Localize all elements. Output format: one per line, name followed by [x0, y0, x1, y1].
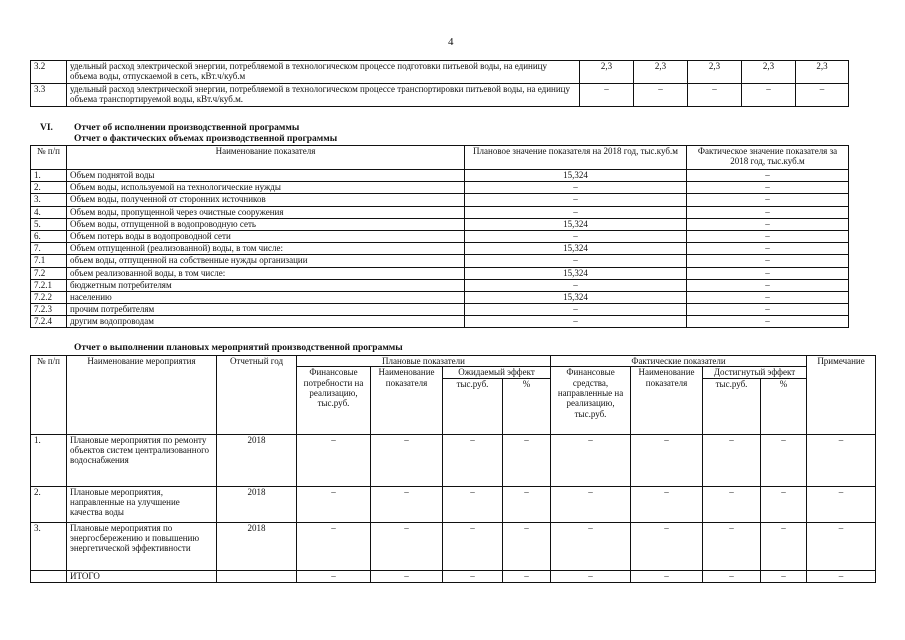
event-value: –	[631, 434, 703, 486]
row-number: 7.	[31, 243, 67, 255]
event-value: –	[761, 570, 807, 582]
event-value: –	[443, 570, 503, 582]
col-header-achieved-effect: Достигнутый эффект	[703, 367, 807, 378]
col-header-fact-pct: %	[761, 378, 807, 434]
table-row	[31, 206, 849, 218]
col-header-plan-value: Плановое значение показателя на 2018 год, тыс.куб.м	[465, 146, 687, 170]
section-title: Отчет об исполнении производственной программы	[74, 123, 300, 133]
plan-value: 15,324	[465, 291, 687, 303]
row-text: удельный расход электрической энергии, потребляемой в технологическом процессе подготовки питьевой воды, на единицу объема воды, отпускаемой в сеть, кВт.ч/куб.м	[67, 61, 580, 84]
table-row	[31, 230, 849, 242]
plan-value: –	[465, 206, 687, 218]
plan-value: –	[465, 316, 687, 328]
plan-value: –	[465, 194, 687, 206]
row-number: 1.	[31, 170, 67, 182]
col-header-plan-finance: Финансовые потребности на реализацию, тыс.руб.	[297, 367, 371, 434]
report-year: 2018	[217, 522, 297, 570]
table-row	[31, 267, 849, 279]
page-number: 4	[448, 36, 454, 48]
row-number: 3.3	[31, 84, 67, 107]
row-value: –	[634, 84, 688, 107]
col-header-note: Примечание	[807, 356, 876, 435]
indicator-name: Объем воды, пропущенной через очистные сооружения	[67, 206, 465, 218]
fact-value: –	[687, 316, 849, 328]
col-header-fact-group: Фактические показатели	[551, 356, 807, 367]
row-value: 2,3	[634, 61, 688, 84]
plan-value: –	[465, 230, 687, 242]
indicator-name: населению	[67, 291, 465, 303]
event-value: –	[807, 486, 876, 522]
col-header-fact-finance: Финансовые средства, направленные на реализацию, тыс.руб.	[551, 367, 631, 434]
row-number: 7.1	[31, 255, 67, 267]
plan-value: 15,324	[465, 267, 687, 279]
event-value: –	[297, 486, 371, 522]
plan-value: 15,324	[465, 243, 687, 255]
table-row	[31, 279, 849, 291]
event-value: –	[503, 486, 551, 522]
col-header-plan-pct: %	[503, 378, 551, 434]
row-value: –	[742, 84, 796, 107]
fact-value: –	[687, 304, 849, 316]
row-number: 7.2.3	[31, 304, 67, 316]
row-number: 6.	[31, 230, 67, 242]
row-value: –	[688, 84, 742, 107]
event-value: –	[703, 570, 761, 582]
table-row	[31, 291, 849, 303]
event-value: –	[631, 522, 703, 570]
fact-value: –	[687, 194, 849, 206]
table-row	[31, 304, 849, 316]
row-value: 2,3	[688, 61, 742, 84]
report-year: 2018	[217, 434, 297, 486]
row-value: 2,3	[742, 61, 796, 84]
energy-consumption-table	[30, 60, 849, 107]
fact-value: –	[687, 206, 849, 218]
event-value: –	[443, 486, 503, 522]
event-value: –	[631, 486, 703, 522]
col-header-event-name: Наименование мероприятия	[67, 356, 217, 435]
event-value: –	[443, 434, 503, 486]
event-value: –	[551, 570, 631, 582]
row-value: 2,3	[580, 61, 634, 84]
row-number: 7.2.1	[31, 279, 67, 291]
table-row	[31, 570, 876, 582]
row-number	[31, 570, 67, 582]
indicator-name: Объем отпущенной (реализованной) воды, в том числе:	[67, 243, 465, 255]
section-number: VI.	[40, 123, 53, 133]
fact-value: –	[687, 218, 849, 230]
plan-value: 15,324	[465, 170, 687, 182]
col-header-number: № п/п	[31, 146, 67, 170]
event-value: –	[807, 434, 876, 486]
fact-value: –	[687, 267, 849, 279]
event-value: –	[761, 486, 807, 522]
event-value: –	[443, 522, 503, 570]
row-number: 2.	[31, 182, 67, 194]
row-number: 2.	[31, 486, 67, 522]
event-value: –	[371, 434, 443, 486]
table-row	[31, 218, 849, 230]
report-year: 2018	[217, 486, 297, 522]
event-name: Плановые мероприятия по ремонту объектов систем централизованного водоснабжения	[67, 434, 217, 486]
col-header-year: Отчетный год	[217, 356, 297, 435]
table-row	[31, 170, 849, 182]
event-value: –	[371, 570, 443, 582]
col-header-number: № п/п	[31, 356, 67, 435]
indicator-name: прочим потребителям	[67, 304, 465, 316]
row-number: 7.2.2	[31, 291, 67, 303]
col-header-plan-group: Плановые показатели	[297, 356, 551, 367]
indicator-name: Объем потерь воды в водопроводной сети	[67, 230, 465, 242]
row-number: 5.	[31, 218, 67, 230]
table-row	[31, 255, 849, 267]
indicator-name: другим водопроводам	[67, 316, 465, 328]
fact-value: –	[687, 279, 849, 291]
row-number: 3.2	[31, 61, 67, 84]
fact-value: –	[687, 230, 849, 242]
event-value: –	[807, 570, 876, 582]
plan-value: –	[465, 255, 687, 267]
table-row	[31, 194, 849, 206]
event-value: –	[551, 486, 631, 522]
table-row	[31, 84, 849, 107]
row-value: –	[580, 84, 634, 107]
table-row	[31, 243, 849, 255]
indicator-name: Объем поднятой воды	[67, 170, 465, 182]
event-value: –	[297, 570, 371, 582]
col-header-fact-value: Фактическое значение показателя за 2018 год, тыс.куб.м	[687, 146, 849, 170]
plan-value: –	[465, 279, 687, 291]
section-heading	[40, 123, 299, 134]
fact-value: –	[687, 182, 849, 194]
indicator-name: объем воды, отпущенной на собственные нужды организации	[67, 255, 465, 267]
event-value: –	[551, 522, 631, 570]
event-name: Плановые мероприятия по энергосбережению и повышению энергетической эффективности	[67, 522, 217, 570]
row-number: 7.2	[31, 267, 67, 279]
event-name: Плановые мероприятия, направленные на улучшение качества воды	[67, 486, 217, 522]
col-header-plan-indicator: Наименование показателя	[371, 367, 443, 434]
table-row	[31, 182, 849, 194]
row-value: –	[796, 84, 849, 107]
event-value: –	[503, 570, 551, 582]
indicator-name: объем реализованной воды, в том числе:	[67, 267, 465, 279]
row-text: удельный расход электрической энергии, потребляемой в технологическом процессе транспортировки питьевой воды, на единицу объема транспортируемой воды, кВт.ч/куб.м.	[67, 84, 580, 107]
col-header-fact-indicator: Наименование показателя	[631, 367, 703, 434]
table-row	[31, 61, 849, 84]
col-header-expected-effect: Ожидаемый эффект	[443, 367, 551, 378]
event-value: –	[297, 434, 371, 486]
table-row	[31, 434, 876, 486]
report-year	[217, 570, 297, 582]
row-number: 4.	[31, 206, 67, 218]
event-value: –	[503, 522, 551, 570]
table-row	[31, 486, 876, 522]
row-number: 3.	[31, 522, 67, 570]
event-value: –	[551, 434, 631, 486]
event-name: ИТОГО	[67, 570, 217, 582]
event-value: –	[761, 522, 807, 570]
event-value: –	[503, 434, 551, 486]
event-value: –	[631, 570, 703, 582]
event-value: –	[371, 522, 443, 570]
event-value: –	[703, 522, 761, 570]
col-header-indicator-name: Наименование показателя	[67, 146, 465, 170]
volumes-subtitle: Отчет о фактических объемах производственной программы	[74, 134, 338, 144]
plan-value: –	[465, 182, 687, 194]
event-value: –	[761, 434, 807, 486]
fact-value: –	[687, 291, 849, 303]
col-header-plan-rub: тыс.руб.	[443, 378, 503, 434]
row-number: 1.	[31, 434, 67, 486]
plan-value: –	[465, 304, 687, 316]
col-header-fact-rub: тыс.руб.	[703, 378, 761, 434]
row-value: 2,3	[796, 61, 849, 84]
event-value: –	[807, 522, 876, 570]
indicator-name: бюджетным потребителям	[67, 279, 465, 291]
event-value: –	[703, 434, 761, 486]
production-volumes-table	[30, 145, 849, 328]
event-value: –	[297, 522, 371, 570]
plan-value: 15,324	[465, 218, 687, 230]
indicator-name: Объем воды, используемой на технологические нужды	[67, 182, 465, 194]
row-number: 3.	[31, 194, 67, 206]
table-row	[31, 316, 849, 328]
fact-value: –	[687, 255, 849, 267]
planned-events-table	[30, 355, 876, 583]
indicator-name: Объем воды, полученной от сторонних источников	[67, 194, 465, 206]
fact-value: –	[687, 170, 849, 182]
event-value: –	[703, 486, 761, 522]
fact-value: –	[687, 243, 849, 255]
events-subtitle: Отчет о выполнении плановых мероприятий производственной программы	[74, 343, 403, 353]
row-number: 7.2.4	[31, 316, 67, 328]
event-value: –	[371, 486, 443, 522]
indicator-name: Объем воды, отпущенной в водопроводную сеть	[67, 218, 465, 230]
table-row	[31, 522, 876, 570]
